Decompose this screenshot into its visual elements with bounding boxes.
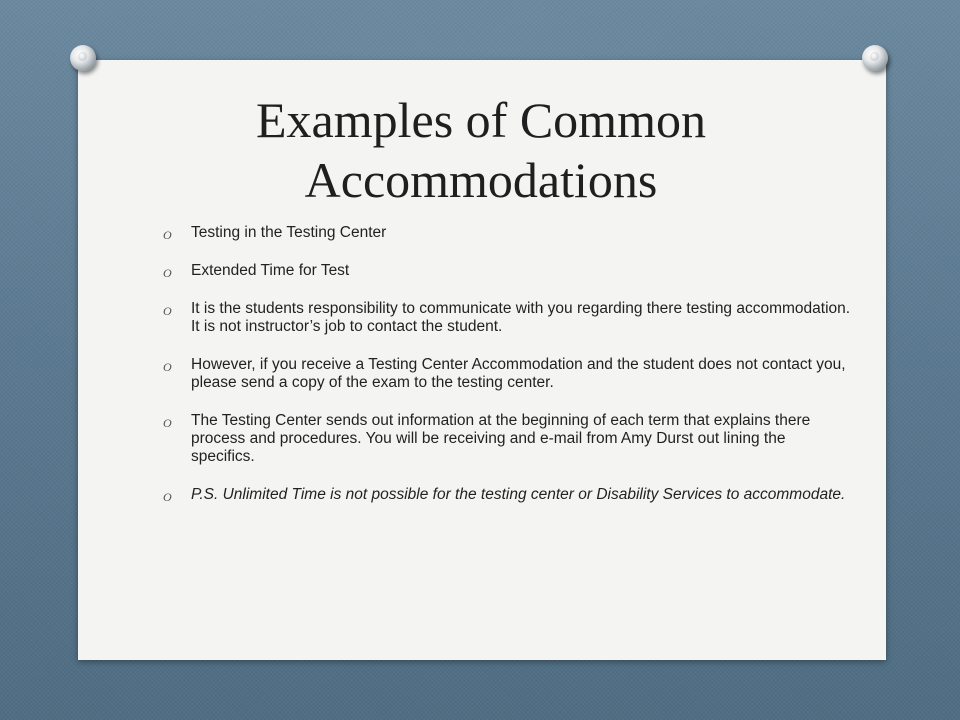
bullet-marker-icon: O [163,228,172,242]
pushpin-icon [70,45,96,71]
bullet-marker-icon: O [163,304,172,318]
bullet-text: The Testing Center sends out information at the beginning of each term that explains there process and procedures. You will be receiving and e-mail from Amy Durst out lining the specifics. [191,412,811,465]
bullet-text: However, if you receive a Testing Center Accommodation and the student does not contact you, please send a copy of the exam to the testing center. [191,356,846,391]
bullet-item [163,224,853,242]
bullet-text: It is the students responsibility to communicate with you regarding there testing accommodation. It is not instructor’s job to contact the student. [191,300,851,335]
slide-title: Examples of Common Accommodations [256,92,706,208]
bullet-text: Testing in the Testing Center [191,224,387,241]
bullet-item [163,262,853,280]
bullet-marker-icon: O [163,490,172,504]
bullet-list [163,224,853,524]
bullet-item [163,486,853,504]
bullet-marker-icon: O [163,266,172,280]
bullet-marker-icon: O [163,416,172,430]
pushpin-icon [862,45,888,71]
bullet-text: Extended Time for Test [191,262,350,279]
bullet-marker-icon: O [163,360,172,374]
bullet-item [163,412,853,466]
bullet-item [163,300,853,336]
bullet-item [163,356,853,392]
bullet-text: P.S. Unlimited Time is not possible for the testing center or Disability Services to accommodate. [191,486,846,503]
